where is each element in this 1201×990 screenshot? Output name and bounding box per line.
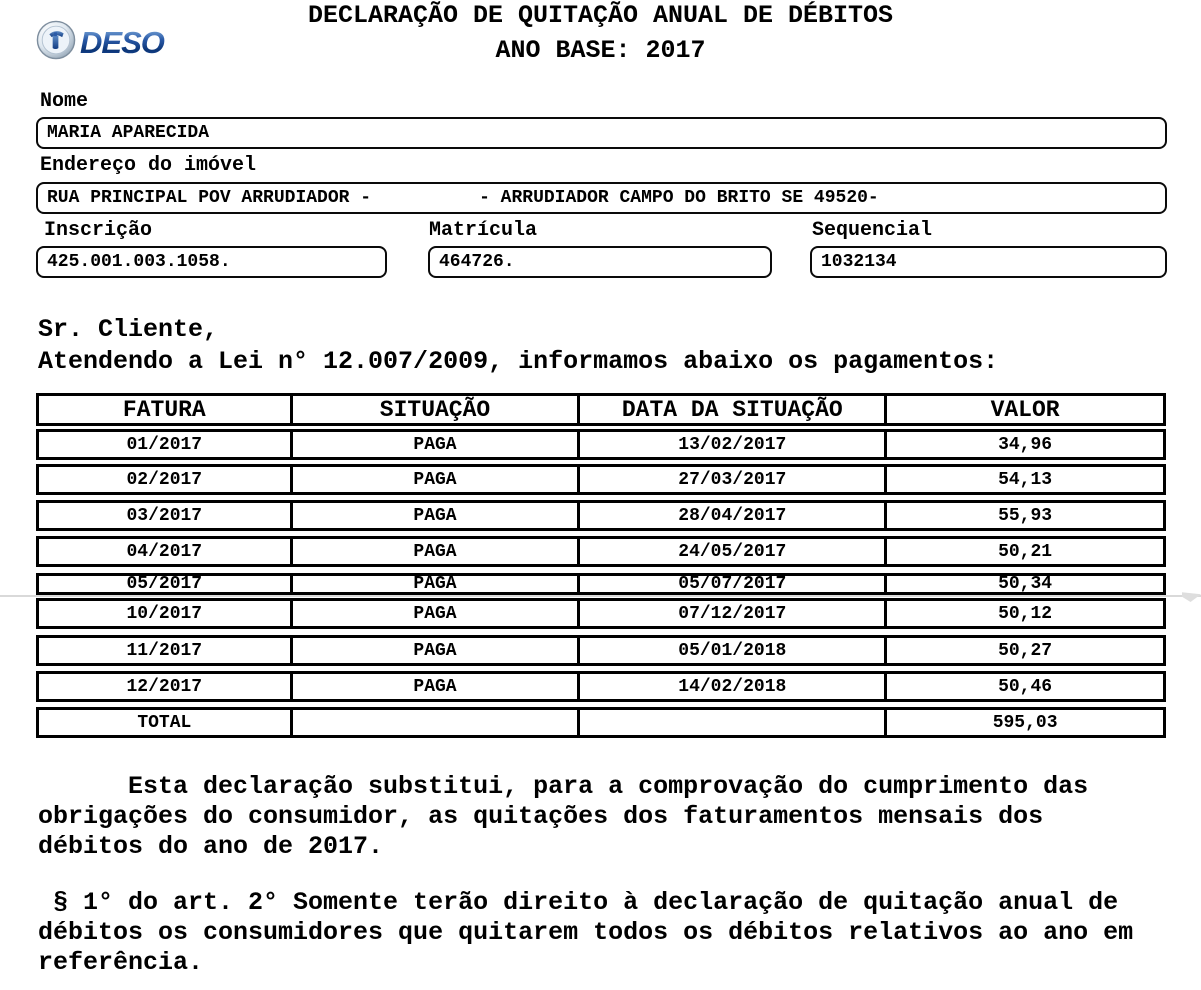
cell-data: 14/02/2018 xyxy=(577,674,884,699)
cell-fatura: 10/2017 xyxy=(126,603,203,624)
cell-situacao: PAGA xyxy=(290,576,578,592)
table-total-row xyxy=(36,707,1166,738)
cell-situacao: PAGA xyxy=(290,539,578,564)
cell-fatura: 04/2017 xyxy=(126,541,203,562)
screenshot-seam-jag xyxy=(1182,589,1201,602)
matricula-field: 464726. xyxy=(428,246,772,278)
intro-line-2: Atendendo a Lei n° 12.007/2009, informamos abaixo os pagamentos: xyxy=(38,347,999,376)
matricula-label: Matrícula xyxy=(429,219,538,242)
table-row-truncated xyxy=(36,573,1166,595)
cell-situacao: PAGA xyxy=(290,432,578,457)
intro-line-1: Sr. Cliente, xyxy=(38,315,219,344)
total-label: TOTAL xyxy=(137,712,192,733)
deso-logo-text: DESO xyxy=(80,27,168,58)
cell-situacao: PAGA xyxy=(290,638,578,663)
sequencial-label: Sequencial xyxy=(812,219,933,242)
table-row xyxy=(36,464,1166,495)
total-valor: 595,03 xyxy=(884,710,1163,735)
intro-text xyxy=(38,314,998,378)
total-data xyxy=(577,710,884,735)
sequencial-field: 1032134 xyxy=(810,246,1167,278)
cell-valor: 50,34 xyxy=(884,576,1163,592)
paragraph-line: referência. xyxy=(38,948,204,977)
cell-data: 24/05/2017 xyxy=(577,539,884,564)
page-subtitle-year: ANO BASE: 2017 xyxy=(495,36,706,65)
cell-fatura: 03/2017 xyxy=(126,505,203,526)
cell-data: 07/12/2017 xyxy=(577,601,884,626)
declaration-paragraph xyxy=(38,772,1088,862)
cell-valor: 55,93 xyxy=(884,503,1163,528)
inscricao-label: Inscrição xyxy=(44,219,153,242)
header-situacao: SITUAÇÃO xyxy=(290,396,578,423)
cell-fatura: 11/2017 xyxy=(126,640,203,661)
cell-valor: 50,46 xyxy=(884,674,1163,699)
paragraph-line: obrigações do consumidor, as quitações dos faturamentos mensais dos xyxy=(38,802,1044,831)
inscricao-field: 425.001.003.1058. xyxy=(36,246,387,278)
paragraph-line: § 1° do art. 2° Somente terão direito à declaração de quitação anual de xyxy=(38,888,1119,917)
paragraph-line: débitos do ano de 2017. xyxy=(38,832,384,861)
cell-data: 05/01/2018 xyxy=(577,638,884,663)
cell-valor: 50,12 xyxy=(884,601,1163,626)
cell-valor: 54,13 xyxy=(884,467,1163,492)
endereco-field: RUA PRINCIPAL POV ARRUDIADOR - - ARRUDIADOR CAMPO DO BRITO SE 49520- xyxy=(36,182,1167,214)
paragraph-line: Esta declaração substitui, para a comprovação do cumprimento das xyxy=(38,772,1089,801)
header-valor: VALOR xyxy=(884,396,1163,423)
cell-situacao: PAGA xyxy=(290,467,578,492)
table-row xyxy=(36,671,1166,702)
cell-situacao: PAGA xyxy=(290,601,578,626)
cell-data: 27/03/2017 xyxy=(577,467,884,492)
endereco-label: Endereço do imóvel xyxy=(40,154,257,177)
cell-data: 13/02/2017 xyxy=(577,432,884,457)
payments-table xyxy=(36,393,1166,738)
cell-valor: 34,96 xyxy=(884,432,1163,457)
total-situacao xyxy=(290,710,578,735)
cell-fatura: 02/2017 xyxy=(126,469,203,490)
cell-fatura: 12/2017 xyxy=(126,676,203,697)
cell-fatura: 05/2017 xyxy=(126,576,203,592)
cell-fatura: 01/2017 xyxy=(126,434,203,455)
cell-data: 05/07/2017 xyxy=(577,576,884,592)
table-row xyxy=(36,635,1166,666)
law-paragraph xyxy=(38,888,1133,978)
nome-label: Nome xyxy=(40,90,89,113)
table-row xyxy=(36,536,1166,567)
header-data-situacao: DATA DA SITUAÇÃO xyxy=(577,396,884,423)
table-row xyxy=(36,500,1166,531)
cell-valor: 50,27 xyxy=(884,638,1163,663)
header-fatura: FATURA xyxy=(122,396,206,423)
table-row xyxy=(36,429,1166,460)
cell-situacao: PAGA xyxy=(290,674,578,699)
cell-data: 28/04/2017 xyxy=(577,503,884,528)
nome-field: MARIA APARECIDA xyxy=(36,117,1167,149)
table-row xyxy=(36,598,1166,629)
table-header-row xyxy=(36,393,1166,426)
paragraph-line: débitos os consumidores que quitarem todos os débitos relativos ao ano em xyxy=(38,918,1134,947)
page-title: DECLARAÇÃO DE QUITAÇÃO ANUAL DE DÉBITOS xyxy=(307,1,894,30)
cell-valor: 50,21 xyxy=(884,539,1163,564)
cell-situacao: PAGA xyxy=(290,503,578,528)
